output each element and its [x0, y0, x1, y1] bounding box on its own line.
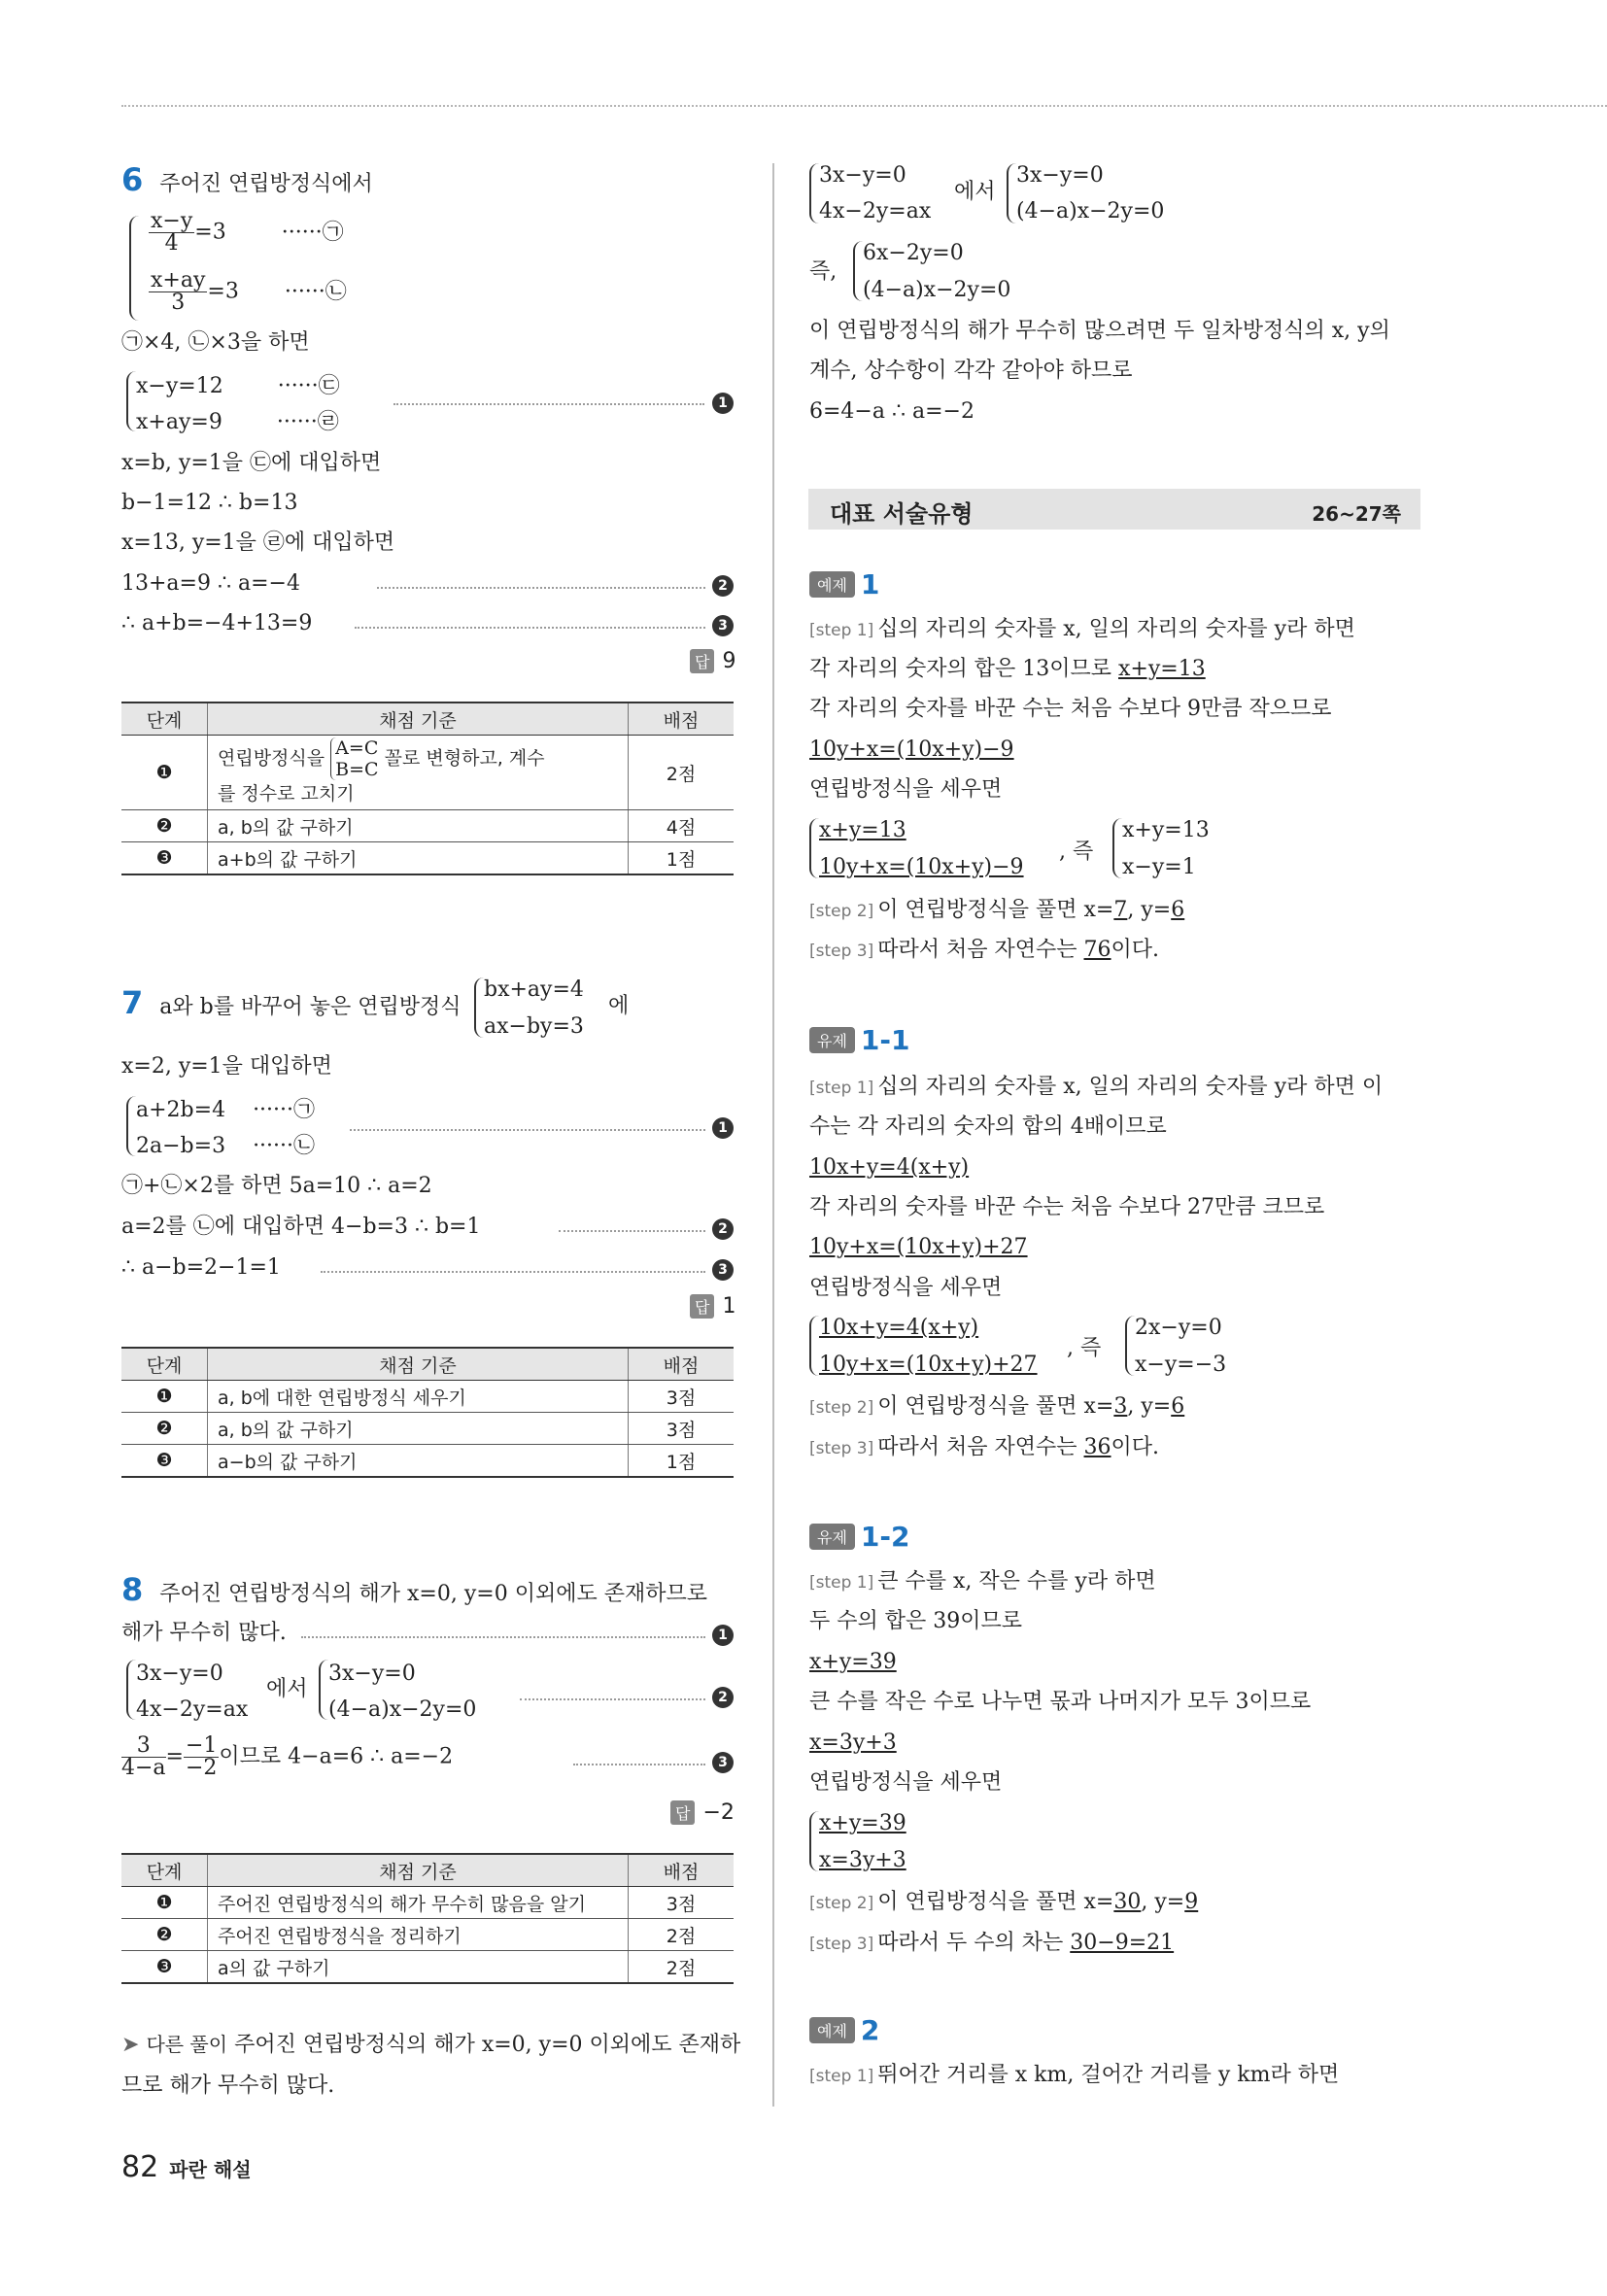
ex11-line-2: 수는 각 자리의 숫자의 합의 4배이므로 — [809, 1114, 1167, 1139]
ex12-line-2: 두 수의 합은 39이므로 — [809, 1609, 1022, 1633]
rt-line-3: 6=4−a ∴ a=−2 — [809, 399, 974, 424]
dot-leader — [355, 627, 705, 629]
system-6b-row-b: x+ay=9 ······㉣ — [136, 410, 339, 434]
system-brace — [853, 241, 863, 301]
system-brace — [474, 977, 484, 1038]
rt-system2-row-b: (4−a)x−2y=0 — [1016, 199, 1165, 223]
table-row: ❷ 주어진 연립방정식을 정리하기 2점 — [121, 1919, 734, 1951]
ex12-line-3: x+y=39 — [809, 1650, 897, 1674]
section-header — [808, 489, 1420, 530]
table-row: ❸ a의 값 구하기 2점 — [121, 1951, 734, 1984]
ex11-jeuk: , 즉 — [1067, 1336, 1102, 1360]
ex1-sys2-a: x+y=13 — [1122, 818, 1210, 842]
ex1-step1: [step 1] 십의 자리의 숫자를 x, 일의 자리의 숫자를 y라 하면 — [809, 617, 1355, 641]
rt-line-1: 이 연립방정식의 해가 무수히 많으려면 두 일차방정식의 x, y의 — [809, 319, 1390, 343]
system-7b-row-a: a+2b=4 ······㉠ — [136, 1098, 316, 1122]
ex1-jeuk: , 즉 — [1059, 840, 1094, 864]
table-row: ❶ a, b에 대한 연립방정식 세우기 3점 — [121, 1381, 734, 1413]
ex1-line-2: 각 자리의 숫자의 합은 13이므로 x+y=13 — [809, 657, 1206, 681]
answer-6: 답 9 — [690, 649, 735, 673]
intro-text: 주어진 연립방정식에서 — [159, 172, 373, 196]
marker-1: 1 — [712, 1625, 734, 1646]
table-row: ❷ a, b의 값 구하기 3점 — [121, 1413, 734, 1445]
system-8-row-b: 4x−2y=ax — [136, 1697, 249, 1722]
ex11-step3: [step 3] 따라서 처음 자연수는 36이다. — [809, 1435, 1160, 1459]
system-brace — [1125, 1316, 1135, 1376]
ex11-line-5: 10y+x=(10x+y)+27 — [809, 1235, 1028, 1259]
page-number: 82 — [121, 2150, 159, 2184]
system-brace — [1007, 163, 1016, 223]
system-8-row-a: 3x−y=0 — [136, 1662, 223, 1686]
section-pages: 26~27쪽 — [1312, 502, 1401, 526]
ex1-step2: [step 2] 이 연립방정식을 풀면 x=7, y=6 — [809, 898, 1185, 922]
ex12-sys-a: x+y=39 — [819, 1811, 906, 1835]
system-brace — [1112, 818, 1122, 878]
dot-leader — [301, 1636, 705, 1638]
ex12-line-6: 연립방정식을 세우면 — [809, 1770, 1003, 1795]
system-brace — [809, 818, 819, 878]
system-7-row-a: bx+ay=4 — [484, 977, 584, 1002]
system-7-row-b: ax−by=3 — [484, 1014, 584, 1039]
answer-8: 답 −2 — [670, 1800, 735, 1825]
system-6-row-a: $\frac{x-y}{4}$ =3 ······㉠ — [151, 209, 344, 256]
p6-line-4: x=13, y=1을 ㉣에 대입하면 — [121, 531, 395, 555]
system-brace — [809, 1316, 819, 1376]
ex1-line-4: 10y+x=(10x+y)−9 — [809, 737, 1014, 762]
marker-3: 3 — [712, 615, 734, 636]
ex12-line-4: 큰 수를 작은 수로 나누면 몫과 나머지가 모두 3이므로 — [809, 1690, 1312, 1714]
p7-line-2: ㉠+㉡×2를 하면 5a=10 ∴ a=2 — [121, 1174, 432, 1198]
dot-leader — [559, 1230, 705, 1232]
rt-system-row-b: 4x−2y=ax — [819, 199, 932, 223]
ex1-line-3: 각 자리의 숫자를 바꾼 수는 처음 수보다 9만큼 작으므로 — [809, 697, 1332, 721]
table-row: ❸ a+b의 값 구하기 1점 — [121, 842, 734, 875]
dot-leader — [573, 1764, 705, 1765]
p7-line-1: x=2, y=1을 대입하면 — [121, 1054, 332, 1079]
marker-1: 1 — [712, 1117, 734, 1139]
ex12-sys-b: x=3y+3 — [819, 1848, 906, 1872]
system-8b-row-b: (4−a)x−2y=0 — [328, 1697, 477, 1722]
ex1-step3: [step 3] 따라서 처음 자연수는 76이다. — [809, 938, 1160, 962]
section-title: 대표 서술유형 — [830, 500, 974, 528]
table-row: ❸ a−b의 값 구하기 1점 — [121, 1445, 734, 1478]
dot-leader — [321, 1271, 705, 1273]
problem-6-intro — [121, 161, 373, 199]
ex11-line-6: 연립방정식을 세우면 — [809, 1276, 1003, 1300]
ex12-step3: [step 3] 따라서 두 수의 차는 30−9=21 — [809, 1931, 1175, 1955]
ex12-line-5: x=3y+3 — [809, 1731, 897, 1755]
ex11-sys-a: 10x+y=4(x+y) — [819, 1316, 979, 1340]
p6-line-5: 13+a=9 ∴ a=−4 — [121, 571, 300, 596]
p6-line-2: x=b, y=1을 ㉢에 대입하면 — [121, 451, 382, 475]
rt-system3-row-a: 6x−2y=0 — [863, 241, 964, 265]
problem-7-intro: 7 a와 b를 바꾸어 놓은 연립방정식 — [121, 984, 462, 1021]
system-8b-row-a: 3x−y=0 — [328, 1662, 416, 1686]
p6-line-6: ∴ a+b=−4+13=9 — [121, 611, 313, 635]
dot-leader — [520, 1698, 705, 1700]
system-brace — [319, 1660, 328, 1720]
ex2-step1: [step 1] 뛰어간 거리를 x km, 걸어간 거리를 y km라 하면 — [809, 2063, 1340, 2087]
ex11-sys-b: 10y+x=(10x+y)+27 — [819, 1353, 1038, 1377]
rubric-table-6: 단계 채점 기준 배점 ❶ 연립방정식을 A=C B=C 꼴로 변형하고, 계수 를 정수로 고치기 2점 ❷ a, b의 값 구하기 4점 ❸ a+b의 값 구하기 1점 — [121, 702, 734, 875]
ex11-line-3: 10x+y=4(x+y) — [809, 1155, 970, 1180]
p6-line-3: b−1=12 ∴ b=13 — [121, 491, 298, 515]
ex11-sys2-b: x−y=−3 — [1135, 1353, 1227, 1377]
p8-line-3: $\frac{3}{4-a}$ = $\frac{-1}{-2}$ 이므로 4−a=6 ∴ a=−2 — [121, 1733, 454, 1780]
table-row: ❷ a, b의 값 구하기 4점 — [121, 810, 734, 842]
column-divider — [772, 163, 774, 2107]
other-solution: ➤ 다른 풀이 주어진 연립방정식의 해가 x=0, y=0 이외에도 존재하므로 해가 무수히 많다. — [121, 2033, 741, 2098]
book-title: 파란 해설 — [169, 2158, 252, 2181]
marker-1: 1 — [712, 393, 734, 414]
ex12-step1: [step 1] 큰 수를 x, 작은 수를 y라 하면 — [809, 1569, 1156, 1593]
dot-leader — [393, 403, 704, 405]
ex11-step2: [step 2] 이 연립방정식을 풀면 x=3, y=6 — [809, 1394, 1185, 1419]
rubric-table-7: 단계 채점 기준 배점 ❶ a, b에 대한 연립방정식 세우기 3점 ❷ a, b의 값 구하기 3점 ❸ a−b의 값 구하기 1점 — [121, 1347, 734, 1478]
example-1-2-label: 유제 1-2 — [809, 1521, 910, 1553]
rt-jeuk: 즉, — [809, 259, 838, 284]
rt-system2-row-a: 3x−y=0 — [1016, 163, 1104, 188]
marker-2: 2 — [712, 575, 734, 597]
p7-line-4: ∴ a−b=2−1=1 — [121, 1255, 281, 1280]
answer-7: 답 1 — [690, 1294, 735, 1319]
system-7b-row-b: 2a−b=3 ······㉡ — [136, 1134, 316, 1158]
ex1-sys-b: 10y+x=(10x+y)−9 — [819, 855, 1024, 879]
ex12-step2: [step 2] 이 연립방정식을 풀면 x=30, y=9 — [809, 1890, 1199, 1914]
system-brace — [126, 1660, 136, 1720]
arrow-icon: ➤ — [121, 2033, 140, 2057]
rt-system3-row-b: (4−a)x−2y=0 — [863, 278, 1011, 302]
system-6b-row-a: x−y=12 ······㉢ — [136, 374, 340, 398]
system-brace — [126, 1096, 136, 1156]
ex1-line-5: 연립방정식을 세우면 — [809, 777, 1003, 802]
table-row: ❶ 연립방정식을 A=C B=C 꼴로 변형하고, 계수 를 정수로 고치기 2점 — [121, 736, 734, 810]
marker-2: 2 — [712, 1218, 734, 1240]
ex11-step1: [step 1] 십의 자리의 숫자를 x, 일의 자리의 숫자를 y라 하면 이 — [809, 1075, 1384, 1099]
p6-line-1: ㉠×4, ㉡×3을 하면 — [121, 330, 310, 355]
p7-line-3: a=2를 ㉡에 대입하면 4−b=3 ∴ b=1 — [121, 1215, 481, 1239]
table-row: ❶ 주어진 연립방정식의 해가 무수히 많음을 알기 3점 — [121, 1887, 734, 1919]
example-1-1-label: 유제 1-1 — [809, 1024, 910, 1056]
example-2-label: 예제 2 — [809, 2014, 879, 2046]
rubric-table-8: 단계 채점 기준 배점 ❶ 주어진 연립방정식의 해가 무수히 많음을 알기 3점 ❷ 주어진 연립방정식을 정리하기 2점 ❸ a의 값 구하기 2점 — [121, 1853, 734, 1984]
rt-mid: 에서 — [954, 180, 996, 204]
example-1-label: 예제 1 — [809, 568, 879, 600]
ex11-line-4: 각 자리의 숫자를 바꾼 수는 처음 수보다 27만큼 크므로 — [809, 1195, 1325, 1219]
dot-leader — [350, 1129, 705, 1131]
marker-2: 2 — [712, 1687, 734, 1708]
system-brace — [129, 216, 139, 321]
problem-8-line-1: 8 주어진 연립방정식의 해가 x=0, y=0 이외에도 존재하므로 — [121, 1571, 707, 1608]
rt-line-2: 계수, 상수항이 각각 같아야 하므로 — [809, 359, 1133, 383]
ex11-sys2-a: 2x−y=0 — [1135, 1316, 1222, 1340]
system-brace — [809, 1811, 819, 1871]
header-rule — [121, 105, 1607, 107]
intro-tail: 에 — [608, 994, 630, 1018]
p8-line-2: 해가 무수히 많다. — [121, 1621, 287, 1645]
system-brace — [809, 163, 819, 223]
ex1-sys-a: x+y=13 — [819, 818, 906, 842]
dot-leader — [377, 587, 705, 589]
problem-number: 6 — [121, 161, 144, 198]
system-brace — [126, 371, 136, 431]
ex1-sys2-b: x−y=1 — [1122, 855, 1196, 879]
p8-mid: 에서 — [266, 1677, 308, 1701]
problem-number: 7 — [121, 984, 144, 1021]
marker-3: 3 — [712, 1752, 734, 1773]
rt-system-row-a: 3x−y=0 — [819, 163, 906, 188]
marker-3: 3 — [712, 1259, 734, 1281]
page-footer — [121, 2150, 252, 2184]
system-6-row-b: $\frac{x+ay}{3}$ =3 ······㉡ — [151, 268, 347, 315]
problem-number: 8 — [121, 1571, 144, 1608]
